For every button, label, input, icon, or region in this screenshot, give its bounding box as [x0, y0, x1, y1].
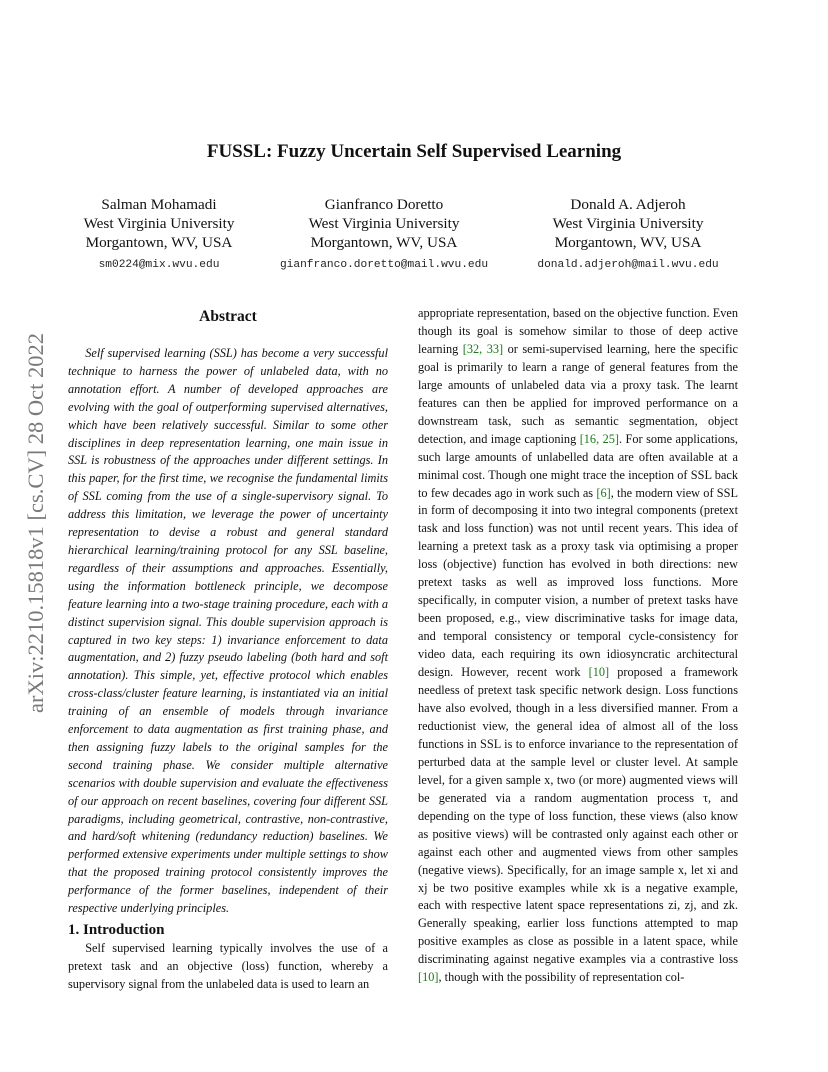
author-name: Salman Mohamadi: [101, 196, 217, 213]
author-affiliation: West Virginia University: [308, 215, 460, 232]
citation-link[interactable]: [32, 33]: [462, 341, 504, 356]
author-location: Morgantown, WV, USA: [554, 234, 702, 251]
author-block-3: [498, 195, 758, 273]
right-column: [418, 305, 738, 987]
author-block-2: [254, 195, 514, 273]
section-heading-introduction: 1. Introduction: [68, 922, 165, 938]
author-location: Morgantown, WV, USA: [310, 234, 458, 251]
abstract-text: Self supervised learning (SSL) has become a very successful technique to harness the power of unlabeled data, with no annotation effort. A number of developed approaches are evolving with the goal of outperforming supervised alternatives, which have been relatively successful. Similar to some other disciplines in deep representation learning, one main issue in SSL is robustness of the approaches under different settings. In this paper, for the first time, we recognise the fundamental limits of SSL coming from the use of a single-supervisory signal. To address this limitation, we leverage the power of uncertainty representation to devise a robust and general standard hierarchical learning/training protocol for any SSL baseline, regardless of their assumptions and approaches. Essentially, using the information bottleneck principle, we decompose feature learning into a two-stage training procedure, each with a distinct supervision signal. This double supervision approach is captured in two key steps: 1) invariance enforcement to data augmentation, and 2) fuzzy pseudo labeling (both hard and soft annotation). This simple, yet, effective protocol which enables cross-class/cluster feature learning, is instantiated via an initial training of an ensemble of models through invariance enforcement to data augmentation as first training phase, and then assigning fuzzy labels to the original samples for the second training phase. We consider multiple alternative scenarios with double supervision and evaluate the effectiveness of our approach on recent baselines, covering four different SSL paradigms, including geometrical, contrastive, non-contrastive, and hard/soft whitening (redundancy reduction) baselines. We performed extensive experiments under multiple settings to show that the proposed training protocol consistently improves the performance of the former baselines, independent of their respective underlying principles.: [68, 346, 388, 916]
text-run: . For some applications, such large amounts of unlabelled data are often available at a minimal cost. Though one might trace the inception of SSL back to few decades ago in work such as: [418, 431, 738, 500]
author-email: sm0224@mix.wvu.edu: [98, 259, 220, 271]
paper-title: FUSSL: Fuzzy Uncertain Self Supervised Learning: [206, 141, 622, 162]
intro-continued-paragraph: [418, 305, 738, 987]
citation-link[interactable]: [10]: [588, 665, 610, 680]
arxiv-stamp: arXiv:2210.15818v1 [cs.CV] 28 Oct 2022: [23, 332, 48, 713]
author-email: donald.adjeroh@mail.wvu.edu: [537, 259, 719, 271]
intro-paragraph: Self supervised learning typically involves the use of a pretext task and an objective (loss) function, whereby a supervisory signal from the unlabeled data is used to learn an: [68, 941, 388, 991]
author-block-1: [29, 195, 289, 273]
text-run: appropriate representation, based on the objective function. Even though its goal is somehow similar to those of deep active learning: [418, 306, 738, 356]
citation-link[interactable]: [10]: [418, 970, 439, 985]
abstract-heading: Abstract: [199, 308, 257, 325]
author-name: Gianfranco Doretto: [324, 196, 444, 213]
left-column: [68, 305, 388, 994]
author-affiliation: West Virginia University: [552, 215, 704, 232]
author-email: gianfranco.doretto@mail.wvu.edu: [279, 259, 489, 271]
text-run: proposed a framework needless of pretext task specific network design. Loss functions have also evolved, though in a less diversified manner. From a reductionist view, the general idea of almost all of the loss functions in SSL is to enforce invariance to the representation of perturbed data at the sample level or cluster level. At sample level, for a given sample x, two (or more) augmented views will be generated via a random augmentation process τ, and depending on the type of loss function, these views (also know as positive views) will be contrasted only against each other or against each other and augmented views from other samples (negative views). Specifically, for an image sample x, let xi and xj be two positive examples while xk is a negative example, each with respective latent space representations zi, zj, and zk. Generally speaking, earlier loss functions attempted to map positive examples as close as possible in a latent space, while discriminating against negative examples via a contrastive loss: [418, 665, 738, 967]
text-run: , though with the possibility of representation col-: [438, 970, 685, 985]
author-name: Donald A. Adjeroh: [570, 196, 686, 213]
text-run: , the modern view of SSL in form of decomposing it into two integral components (pretext task and loss function) was not until recent years. This idea of learning a pretext task as a proxy task via optimising a proper loss (objective) function has evolved in both directions: new pretext tasks as well as improved loss functions. More specifically, in computer vision, a number of pretext tasks have been proposed, e.g., view discriminative tasks for image data, and temporal consistency or temporal cycle-consistency for video data, each requiring its own idiosyncratic architectural design. However, recent work: [418, 485, 738, 680]
text-run: or semi-supervised learning, here the specific goal is primarily to learn a range of general features from the large amounts of unlabeled data via a proxy task. The learnt features can then be applied for improved performance on a downstream task, such as semantic segmentation, object detection, and image captioning: [418, 341, 738, 446]
citation-link[interactable]: [6]: [596, 485, 611, 500]
citation-link[interactable]: [16, 25]: [579, 431, 620, 446]
arxiv-sidebar: [6, 285, 66, 760]
author-affiliation: West Virginia University: [83, 215, 235, 232]
author-location: Morgantown, WV, USA: [85, 234, 233, 251]
